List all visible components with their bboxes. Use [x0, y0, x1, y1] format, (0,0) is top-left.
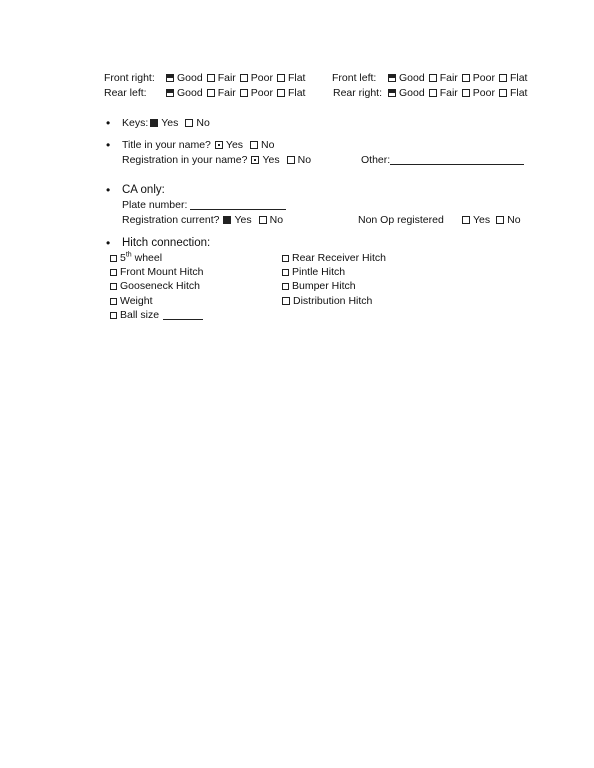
weight-checkbox[interactable] [110, 298, 117, 305]
plate-number-input-line[interactable] [190, 199, 286, 210]
front-left-good-checkbox[interactable] [388, 74, 396, 82]
keys-bullet: • [106, 116, 111, 130]
registration-current-no-checkbox[interactable] [259, 216, 267, 224]
non-op-yes-checkbox[interactable] [462, 216, 470, 224]
other-input-line[interactable] [390, 154, 524, 165]
front-left-flat-label: Flat [509, 72, 528, 84]
registration-current-no-label: No [269, 214, 284, 226]
rear-right-label: Rear right: [333, 87, 383, 99]
title-row [122, 139, 274, 151]
rear-left-fair-label: Fair [217, 87, 236, 99]
hitch-option-fifth-wheel [108, 252, 162, 264]
non-op-yes-label: Yes [473, 214, 491, 226]
registration-name-no-checkbox[interactable] [287, 156, 295, 164]
rear-left-poor-label: Poor [250, 87, 273, 99]
fifth-wheel-superscript: th [125, 251, 132, 259]
plate-number-row [122, 199, 286, 211]
non-op-row [358, 214, 521, 226]
gooseneck-hitch-label: Gooseneck Hitch [120, 280, 200, 292]
front-right-poor-label: Poor [250, 72, 273, 84]
other-field [361, 154, 524, 166]
hitch-option-gooseneck [108, 280, 200, 292]
rear-left-flat-checkbox[interactable] [277, 89, 285, 97]
title-no-checkbox[interactable] [250, 141, 258, 149]
keys-no-checkbox[interactable] [185, 119, 193, 127]
front-left-fair-checkbox[interactable] [429, 74, 437, 82]
front-left-poor-checkbox[interactable] [462, 74, 470, 82]
registration-current-label: Registration current? [122, 214, 220, 226]
front-left-flat-checkbox[interactable] [499, 74, 507, 82]
hitch-option-weight [108, 295, 153, 307]
non-op-no-checkbox[interactable] [496, 216, 504, 224]
front-left-poor-label: Poor [472, 72, 495, 84]
hitch-option-ball-size [108, 309, 203, 321]
front-left-fair-label: Fair [439, 72, 458, 84]
front-right-fair-label: Fair [217, 72, 236, 84]
ball-size-label: Ball size [120, 309, 160, 321]
keys-label: Keys: [122, 117, 149, 129]
rear-right-flat-checkbox[interactable] [499, 89, 507, 97]
registration-current-yes-checkbox[interactable] [223, 216, 231, 224]
rear-right-flat-label: Flat [509, 87, 528, 99]
rear-right-good-checkbox[interactable] [388, 89, 396, 97]
rear-left-good-label: Good [177, 87, 203, 99]
rear-receiver-hitch-checkbox[interactable] [282, 255, 289, 262]
keys-yes-checkbox[interactable] [150, 119, 158, 127]
tire-rear-left-row [104, 87, 307, 99]
tire-rear-right-row [333, 87, 529, 99]
front-right-good-checkbox[interactable] [166, 74, 174, 82]
pintle-hitch-checkbox[interactable] [282, 269, 289, 276]
hitch-option-rear-receiver [280, 252, 386, 264]
title-no-label: No [261, 139, 275, 151]
tire-front-left-row [332, 72, 529, 84]
front-left-label: Front left: [332, 72, 377, 84]
rear-left-fair-checkbox[interactable] [207, 89, 215, 97]
front-right-fair-checkbox[interactable] [207, 74, 215, 82]
registration-name-no-label: No [297, 154, 312, 166]
rear-receiver-hitch-label: Rear Receiver Hitch [292, 252, 386, 264]
weight-label: Weight [120, 295, 153, 307]
rear-right-poor-label: Poor [472, 87, 495, 99]
keys-yes-label: Yes [161, 117, 179, 129]
rear-left-poor-checkbox[interactable] [240, 89, 248, 97]
pintle-hitch-label: Pintle Hitch [292, 266, 346, 278]
rear-right-good-label: Good [399, 87, 425, 99]
title-bullet: • [106, 138, 111, 152]
hitch-option-bumper [280, 280, 356, 292]
front-mount-hitch-label: Front Mount Hitch [120, 266, 204, 278]
bumper-hitch-checkbox[interactable] [282, 283, 289, 290]
distribution-hitch-checkbox[interactable] [282, 297, 290, 305]
registration-current-row [122, 214, 283, 226]
fifth-wheel-number: 5 [120, 252, 126, 264]
hitch-bullet: • [106, 236, 111, 250]
registration-name-label: Registration in your name? [122, 154, 248, 166]
rear-right-poor-checkbox[interactable] [462, 89, 470, 97]
rear-right-fair-label: Fair [439, 87, 458, 99]
fifth-wheel-label: wheel [131, 252, 163, 264]
front-right-poor-checkbox[interactable] [240, 74, 248, 82]
front-right-flat-checkbox[interactable] [277, 74, 285, 82]
keys-row [122, 117, 210, 129]
plate-number-label: Plate number: [122, 199, 188, 211]
non-op-no-label: No [507, 214, 521, 226]
registration-name-yes-checkbox[interactable] [251, 156, 259, 164]
front-right-good-label: Good [177, 72, 203, 84]
title-yes-checkbox[interactable] [215, 141, 223, 149]
ca-heading: CA only: [122, 184, 165, 196]
front-left-good-label: Good [399, 72, 425, 84]
non-op-label: Non Op registered [358, 214, 444, 226]
registration-current-yes-label: Yes [234, 214, 252, 226]
registration-name-row [122, 154, 311, 166]
rear-right-fair-checkbox[interactable] [429, 89, 437, 97]
tire-front-right-row [104, 72, 307, 84]
other-label: Other: [361, 154, 391, 166]
title-yes-label: Yes [225, 139, 244, 151]
keys-no-label: No [196, 117, 210, 129]
hitch-option-front-mount [108, 266, 203, 278]
front-mount-hitch-checkbox[interactable] [110, 269, 117, 276]
fifth-wheel-checkbox[interactable] [110, 255, 117, 262]
distribution-hitch-label: Distribution Hitch [293, 295, 373, 307]
ball-size-input-line[interactable] [163, 309, 203, 320]
ca-bullet: • [106, 183, 111, 197]
ball-size-checkbox[interactable] [110, 312, 117, 319]
title-label: Title in your name? [122, 139, 211, 151]
hitch-heading: Hitch connection: [122, 237, 211, 249]
front-right-flat-label: Flat [287, 72, 306, 84]
hitch-option-pintle [280, 266, 345, 278]
rear-left-label: Rear left: [104, 87, 147, 99]
rear-left-good-checkbox[interactable] [166, 89, 174, 97]
registration-name-yes-label: Yes [262, 154, 280, 166]
rear-left-flat-label: Flat [287, 87, 306, 99]
bumper-hitch-label: Bumper Hitch [292, 280, 356, 292]
front-right-label: Front right: [104, 72, 155, 84]
gooseneck-hitch-checkbox[interactable] [110, 283, 117, 290]
hitch-option-distribution [280, 295, 372, 307]
